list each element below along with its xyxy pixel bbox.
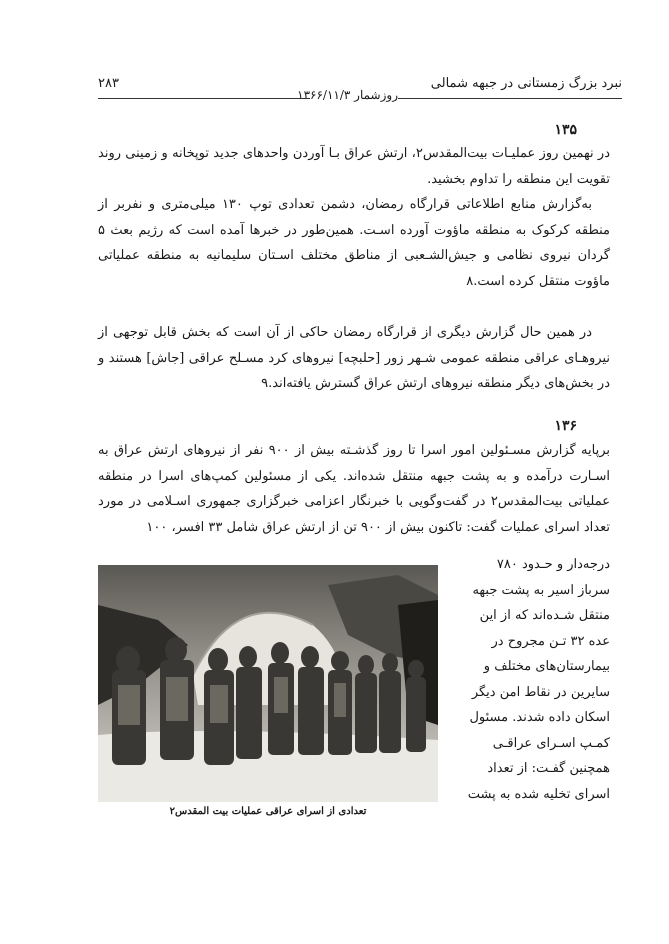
text-line: همچنین گفـت: از تعداد — [487, 761, 610, 776]
prisoners-photo — [98, 565, 438, 802]
paragraph: به‌گزارش منابع اطلاعاتی قرارگاه رمضان، دشمن تعدادی توپ ۱۳۰ میلی‌متری و نفربر از منطقه کرکوک به منطقه ماؤوت آورده اسـت. همین‌طور در خبرها آمده است که رژیم بعث ۵ گردان نیروی نظامی و جیش‌الشـعبی از مناطق مختلف اسـتان سلیمانیه به منطقه عملیاتی ماؤوت منتقل کرده است.۸ — [98, 197, 610, 289]
text-line: عده ۳۲ تـن مجروح در — [491, 633, 610, 649]
running-header — [98, 76, 622, 104]
text-line: درجه‌دار و حـدود ۷۸۰ — [496, 557, 610, 572]
text-line: سایرین در نقاط امن دیگر — [471, 684, 610, 700]
text-line: بیمارستان‌های مختلف و — [483, 659, 610, 674]
header-rule-left — [98, 98, 310, 99]
text-line: اسرای تخلیه شده به پشت — [467, 786, 610, 802]
header-rule-right — [398, 98, 622, 99]
text-line: اسکان داده شدند. مسئول — [469, 710, 610, 725]
paragraph: در همین حال گزارش دیگری از قرارگاه رمضان حاکی از آن است که بخش قابل توجهی از نیروهـای عراقی منطقه عمومی شـهر زور [حلبچه] نیروهای کرد مسـلح عراقی [جاش] هستند و در بخش‌های دیگر منطقه نیروهای ارتش عراق گسترش یافته‌اند.۹ — [98, 325, 610, 391]
diary-date: روزشمار ۱۳۶۶/۱۱/۳ — [297, 88, 398, 102]
paragraph: برپایه گزارش مسـئولین امور اسرا تا روز گذشـته بیش از ۹۰۰ نفر از نیروهای ارتش عراق به اسـارت درآمده و به پشت جبهه منتقل شده‌اند. یکی از مسئولین کمپ‌های اسرا در منطقه عملیاتی بیت‌المقدس۲ در گفت‌وگویی با خبرنگار اعزامی خبرگزاری جمهوری اسـلامی در مورد تعداد اسرای عملیات گفت: تاکنون بیش از ۹۰۰ تن از ارتش عراق شامل ۳۳ افسر، ۱۰۰ — [98, 443, 610, 535]
photo-caption: تعدادی از اسرای عراقی عملیات بیت المقدس۲ — [169, 806, 367, 817]
section-number: ۱۳۶ — [554, 418, 577, 434]
text-line: سرباز اسیر به پشت جبهه — [472, 582, 610, 598]
wrapped-text-column — [448, 552, 610, 807]
page-number: ۲۸۳ — [98, 76, 119, 91]
paragraph: در نهمین روز عملیـات بیت‌المقدس۲، ارتش عراق بـا آوردن واحدهای جدید توپخانه و زمینی روند تقویت این منطقه را تداوم بخشید. — [98, 146, 610, 187]
book-title: نبرد بزرگ زمستانی در جبهه شمالی — [430, 76, 622, 91]
section-number: ۱۳۵ — [554, 122, 577, 138]
text-line: کمـپ اسـرای عراقـی — [492, 735, 610, 751]
text-line: منتقل شـده‌اند که از این — [479, 608, 610, 623]
